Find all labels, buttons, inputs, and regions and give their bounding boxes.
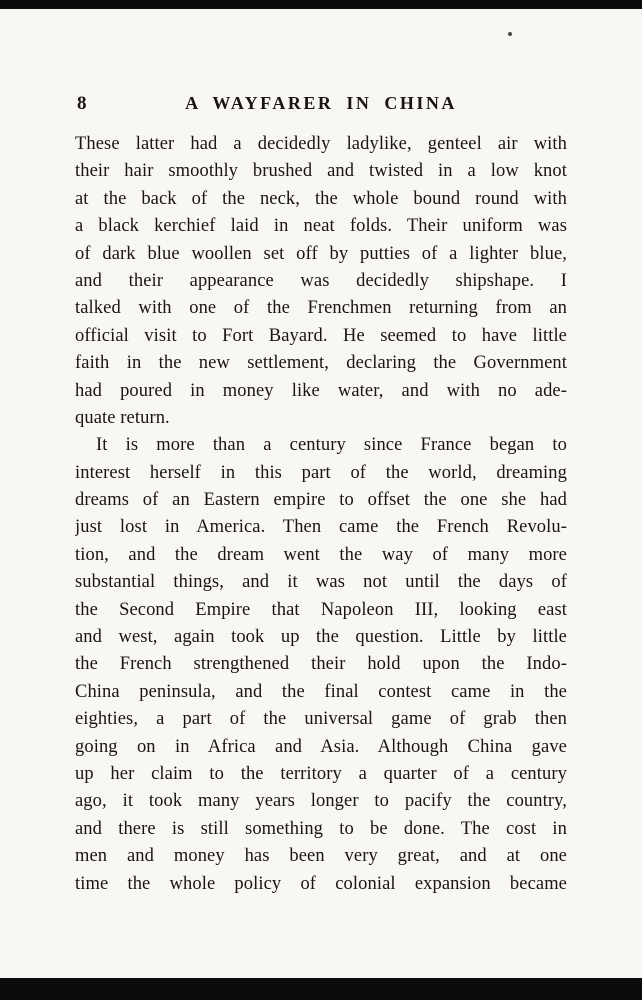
text-line: China peninsula, and the final contest came in the [75,681,567,702]
text-line: quate return. [75,407,170,428]
text-line: and there is still something to be done. The cost in [75,818,567,839]
text-line: the French strengthened their hold upon the Indo- [75,654,567,675]
text-line: official visit to Fort Bayard. He seemed to have little [75,325,567,346]
text-line: at the back of the neck, the whole bound round with [75,188,567,209]
scan-border-bottom [0,978,642,1000]
text-line: It is more than a century since France began to [96,435,567,456]
text-line: their hair smoothly brushed and twisted in a low knot [75,161,567,182]
text-line: talked with one of the Frenchmen returning from an [75,298,567,319]
scan-speck [508,32,512,36]
text-line: had poured in money like water, and with no ade- [75,380,567,401]
text-line: interest herself in this part of the world, dreaming [75,462,567,483]
text-line: a black kerchief laid in neat folds. Their uniform was [75,216,567,237]
text-line: going on in Africa and Asia. Although China gave [75,736,567,757]
text-line: eighties, a part of the universal game of grab then [75,709,567,730]
text-line: ago, it took many years longer to pacify the country, [75,791,567,812]
text-line: faith in the new settlement, declaring the Government [75,353,567,374]
text-line: just lost in America. Then came the French Revolu- [75,517,567,538]
text-line: time the whole policy of colonial expansion became [75,873,567,894]
text-line: men and money has been very great, and at one [75,846,567,867]
text-line: up her claim to the territory a quarter of a century [75,763,567,784]
text-line: and west, again took up the question. Little by little [75,627,567,648]
text-line: These latter had a decidedly ladylike, genteel air with [75,134,567,154]
page-number: 8 [77,93,87,114]
scan-border-top [0,0,642,9]
text-line: substantial things, and it was not until the days of [75,572,567,593]
paragraph [75,432,567,898]
running-title: A WAYFARER IN CHINA [185,93,457,113]
page-header [75,93,567,117]
text-line: of dark blue woollen set off by putties of a lighter blue, [75,243,567,264]
page-body [75,131,567,898]
paragraph [75,131,567,432]
text-line: the Second Empire that Napoleon III, looking east [75,599,567,620]
text-line: tion, and the dream went the way of many more [75,544,567,565]
text-line: dreams of an Eastern empire to offset the one she had [75,490,567,511]
text-line: and their appearance was decidedly shipshape. I [75,270,567,291]
